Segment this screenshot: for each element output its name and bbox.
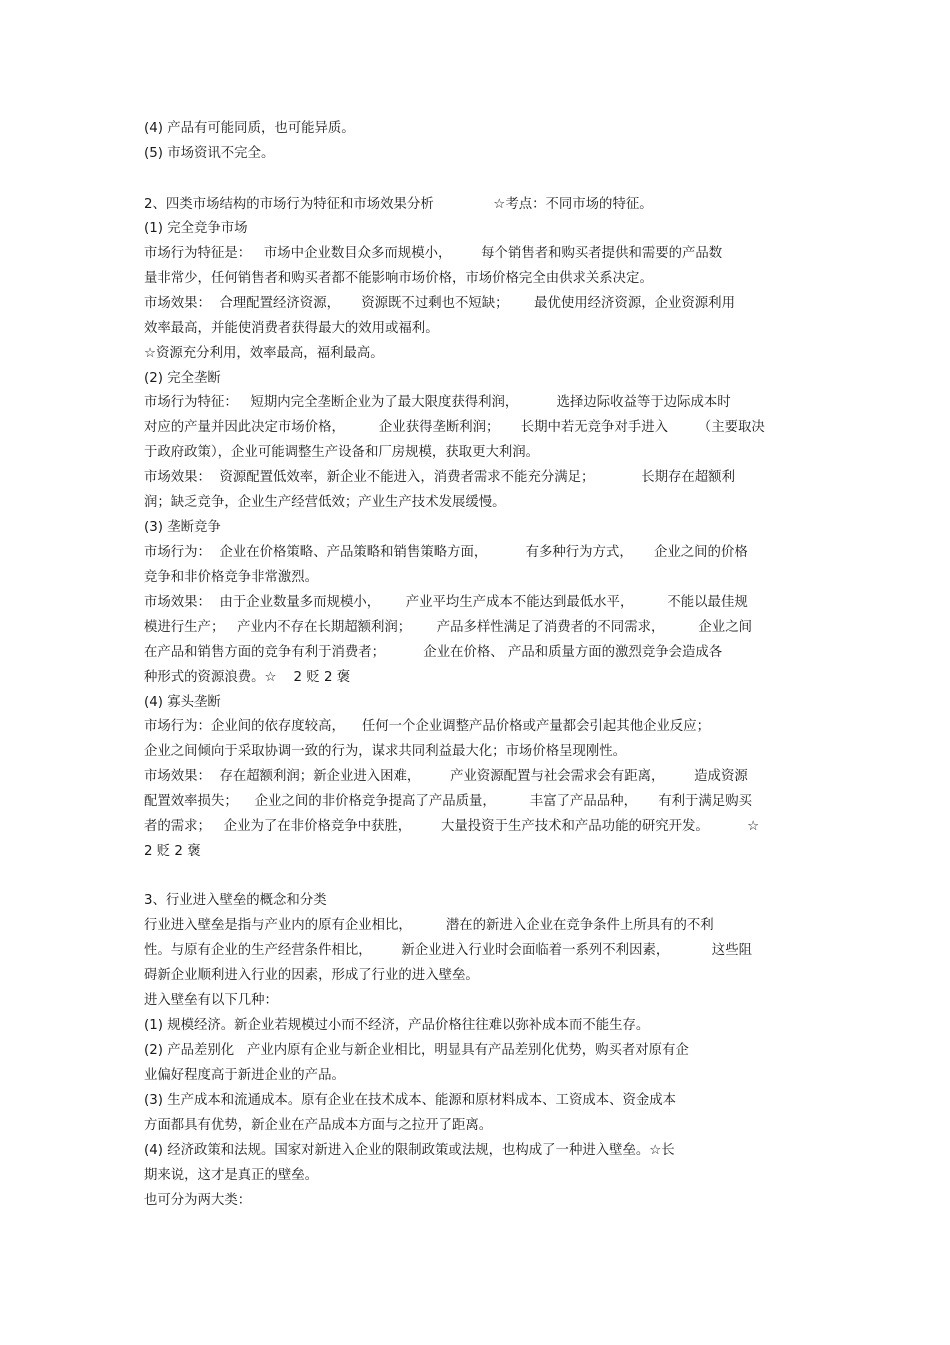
text-line: 润；缺乏竞争，企业生产经营低效；产业生产技术发展缓慢。 (144, 495, 506, 510)
text-line: 市场效果： 由于企业数量多而规模小， 产业平均生产成本不能达到最低水平， 不能以最佳规 (144, 595, 748, 610)
subsection-heading: (4) 寡头垄断 (144, 695, 221, 710)
text-line: 方面都具有优势，新企业在产品成本方面与之拉开了距离。 (144, 1118, 493, 1133)
text-line: 市场行为：企业间的依存度较高， 任何一个企业调整产品价格或产量都会引起其他企业反应； (144, 719, 711, 734)
text-line: 在产品和销售方面的竞争有利于消费者； 企业在价格、 产品和质量方面的激烈竞争会造成各 (144, 645, 723, 660)
text-line: (1) 规模经济。新企业若规模过小而不经济，产品价格往往难以弥补成本而不能生存。 (144, 1018, 650, 1033)
text-line: ☆资源充分利用，效率最高，福利最高。 (144, 346, 384, 361)
text-line: 配置效率损失； 企业之间的非价格竞争提高了产品质量， 丰富了产品品种， 有利于满足购买 (144, 794, 752, 809)
text-line: 碍新企业顺利进入行业的因素，形成了行业的进入壁垒。 (144, 968, 479, 983)
text-line: (4) 产品有可能同质，也可能异质。 (144, 121, 355, 136)
text-line: 市场效果： 合理配置经济资源， 资源既不过剩也不短缺； 最优使用经济资源，企业资源利用 (144, 296, 735, 311)
text-line: 对应的产量并因此决定市场价格， 企业获得垄断利润； 长期中若无竞争对手进入 （主要取决 (144, 420, 765, 435)
text-line: 业偏好程度高于新进企业的产品。 (144, 1068, 345, 1083)
subsection-heading: (1) 完全竞争市场 (144, 221, 248, 236)
text-line: (3) 生产成本和流通成本。原有企业在技术成本、能源和原材料成本、工资成本、资金成本 (144, 1093, 677, 1108)
text-line: 性。与原有企业的生产经营条件相比， 新企业进入行业时会面临着一系列不利因素， 这些阻 (144, 943, 752, 958)
text-line: 竞争和非价格竞争非常激烈。 (144, 570, 319, 585)
text-line: 量非常少，任何销售者和购买者都不能影响市场价格，市场价格完全由供求关系决定。 (144, 271, 653, 286)
text-line: 模进行生产； 产业内不存在长期超额利润； 产品多样性满足了消费者的不同需求， 企业之间 (144, 620, 752, 635)
text-line: 期来说，这才是真正的壁垒。 (144, 1168, 319, 1183)
subsection-heading: (2) 完全垄断 (144, 371, 221, 386)
subsection-heading: (3) 垄断竞争 (144, 520, 221, 535)
text-line: 市场行为特征： 短期内完全垄断企业为了最大限度获得利润， 选择边际收益等于边际成本时 (144, 395, 731, 410)
text-line: 进入壁垒有以下几种： (144, 993, 278, 1008)
text-line: 市场效果： 资源配置低效率，新企业不能进入，消费者需求不能充分满足； 长期存在超额利 (144, 470, 735, 485)
text-line: 效率最高，并能使消费者获得最大的效用或福利。 (144, 321, 439, 336)
text-line: 也可分为两大类： (144, 1193, 252, 1208)
text-line: 于政府政策），企业可能调整生产设备和厂房规模，获取更大利润。 (144, 445, 540, 460)
text-line: 种形式的资源浪费。☆ 2 贬 2 褒 (144, 670, 351, 685)
text-line: 市场效果： 存在超额利润；新企业进入困难， 产业资源配置与社会需求会有距离， 造成资源 (144, 769, 748, 784)
text-line: 市场行为特征是： 市场中企业数目众多而规模小， 每个销售者和购买者提供和需要的产品数 (144, 246, 723, 261)
text-line: 企业之间倾向于采取协调一致的行为，谋求共同利益最大化；市场价格呈现刚性。 (144, 744, 627, 759)
text-line: 行业进入壁垒是指与产业内的原有企业相比， 潜在的新进入企业在竞争条件上所具有的不利 (144, 918, 714, 933)
text-line: 2 贬 2 褒 (144, 844, 201, 859)
text-line: (4) 经济政策和法规。国家对新进入企业的限制政策或法规，也构成了一种进入壁垒。☆长 (144, 1143, 675, 1158)
text-line: 者的需求； 企业为了在非价格竞争中获胜， 大量投资于生产技术和产品功能的研究开发。 ☆ (144, 819, 760, 834)
text-line: (2) 产品差别化 产业内原有企业与新企业相比，明显具有产品差别化优势，购买者对原有企 (144, 1043, 689, 1058)
text-line: (5) 市场资讯不完全。 (144, 146, 275, 161)
section-heading: 2、四类市场结构的市场行为特征和市场效果分析 ☆考点：不同市场的特征。 (144, 197, 653, 212)
text-line: 市场行为： 企业在价格策略、产品策略和销售策略方面， 有多种行为方式， 企业之间的价格 (144, 545, 748, 560)
section-heading: 3、行业进入壁垒的概念和分类 (144, 893, 327, 908)
